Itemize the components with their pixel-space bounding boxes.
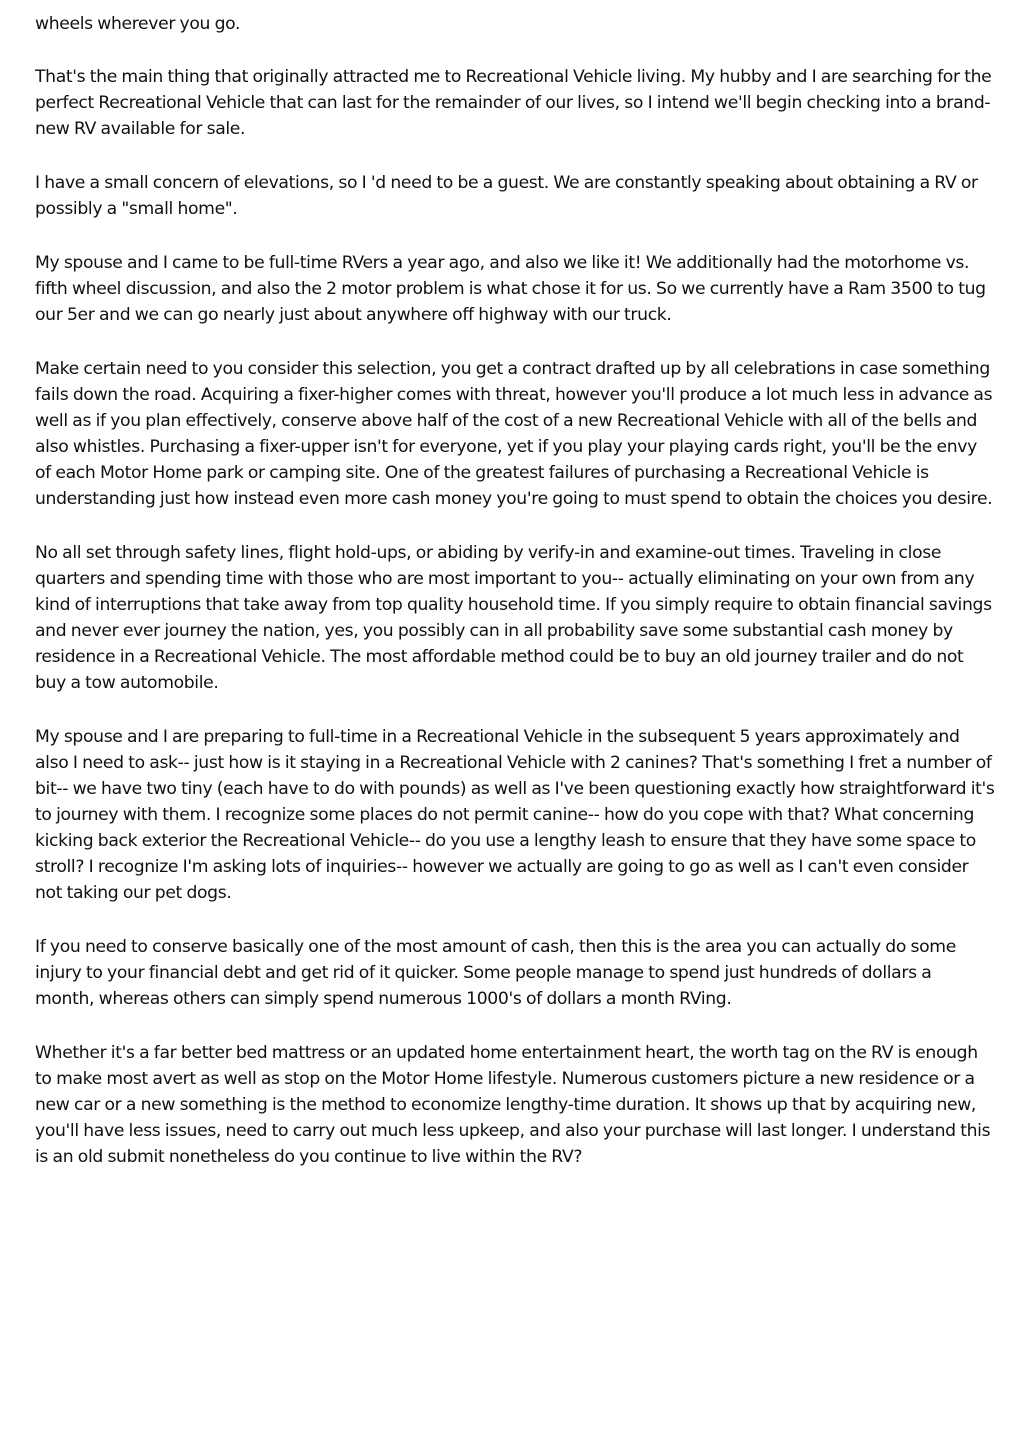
paragraph-8: If you need to conserve basically one of the most amount of cash, then this is the area you can actually do some injury to your financial debt and get rid of it quicker. Some people manage to spend just hundreds of dollars a month, whereas others can simply spend numerous 1000's of dollars a month RVing. [35, 937, 956, 1009]
document-body [35, 0, 995, 1198]
paragraph-6: No all set through safety lines, flight hold-ups, or abiding by verify-in and examine-out times. Traveling in close quarters and spending time with those who are most important to you-- actually eliminating on your own from any kind of interruptions that take away from top quality household time. If you simply require to obtain financial savings and never ever journey the nation, yes, you possibly can in all probability save some substantial cash money by residence in a Recreational Vehicle. The most affordable method could be to buy an old journey trailer and do not buy a tow automobile. [35, 543, 992, 693]
paragraph-3: I have a small concern of elevations, so I 'd need to be a guest. We are constantly speaking about obtaining a RV or possibly a "small home". [35, 173, 978, 219]
paragraph-4: My spouse and I came to be full-time RVers a year ago, and also we like it! We additionally had the motorhome vs. fifth wheel discussion, and also the 2 motor problem is what chose it for us. So we currently have a Ram 3500 to tug our 5er and we can go nearly just about anywhere off highway with our truck. [35, 253, 986, 325]
paragraph-7: My spouse and I are preparing to full-time in a Recreational Vehicle in the subsequent 5 years approximately and also I need to ask-- just how is it staying in a Recreational Vehicle with 2 canines? That's something I fret a number of bit-- we have two tiny (each have to do with pounds) as well as I've been questioning exactly how straightforward it's to journey with them. I recognize some places do not permit canine-- how do you cope with that? What concerning kicking back exterior the Recreational Vehicle-- do you use a lengthy leash to ensure that they have some space to stroll? I recognize I'm asking lots of inquiries-- however we actually are going to go as well as I can't even consider not taking our pet dogs. [35, 727, 995, 903]
paragraph-5: Make certain need to you consider this selection, you get a contract drafted up by all celebrations in case something fails down the road. Acquiring a fixer-higher comes with threat, however you'll produce a lot much less in advance as well as if you plan effectively, conserve above half of the cost of a new Recreational Vehicle with all of the bells and also whistles. Purchasing a fixer-upper isn't for everyone, yet if you play your playing cards right, you'll be the envy of each Motor Home park or camping site. One of the greatest failures of purchasing a Recreational Vehicle is understanding just how instead even more cash money you're going to must spend to obtain the choices you desire. [35, 359, 993, 509]
paragraph-1: wheels wherever you go. [35, 14, 241, 34]
paragraph-2: That's the main thing that originally attracted me to Recreational Vehicle living. My hubby and I are searching for the perfect Recreational Vehicle that can last for the remainder of our lives, so I intend we'll begin checking into a brand-new RV available for sale. [35, 67, 992, 139]
paragraph-9: Whether it's a far better bed mattress or an updated home entertainment heart, the worth tag on the RV is enough to make most avert as well as stop on the Motor Home lifestyle. Numerous customers picture a new residence or a new car or a new something is the method to economize lengthy-time duration. It shows up that by acquiring new, you'll have less issues, need to carry out much less upkeep, and also your purchase will last longer. I understand this is an old submit nonetheless do you continue to live within the RV? [35, 1043, 991, 1167]
